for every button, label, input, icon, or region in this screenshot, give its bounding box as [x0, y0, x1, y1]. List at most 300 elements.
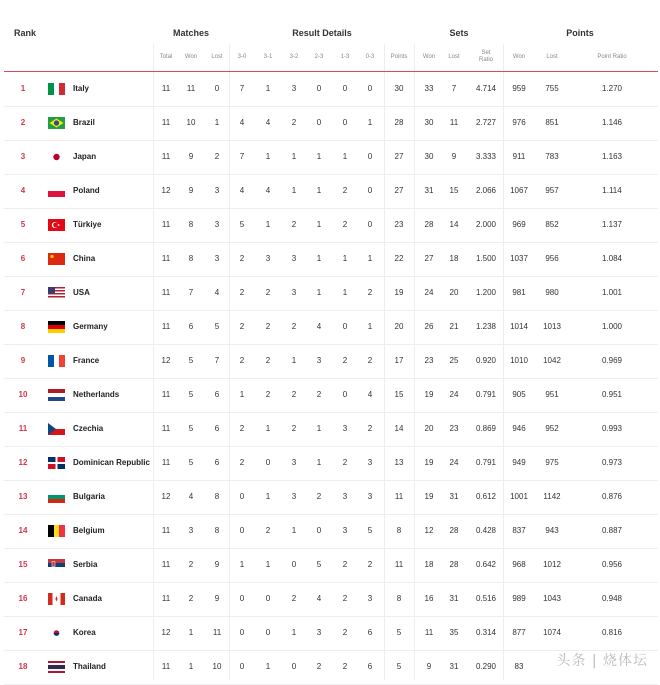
- cell-total: 11: [161, 560, 171, 569]
- cell-r32: 2: [291, 322, 297, 331]
- cell-sw: 30: [424, 118, 434, 127]
- cell-r13: 3: [342, 424, 348, 433]
- cell-r13: 2: [342, 356, 348, 365]
- cell-total: 11: [161, 220, 171, 229]
- cell-sw: 19: [424, 492, 434, 501]
- cell-won: 9: [188, 186, 194, 195]
- cell-r30: 7: [239, 84, 245, 93]
- points-header: Points: [566, 28, 594, 38]
- cell-pr: 0.969: [601, 356, 623, 365]
- cell-sr: 2.727: [475, 118, 497, 127]
- cell-sw: 33: [424, 84, 434, 93]
- cell-pw: 877: [512, 628, 526, 637]
- cell-sl: 23: [449, 424, 459, 433]
- cell-pl: 1012: [543, 560, 561, 569]
- cell-r32: 1: [291, 356, 297, 365]
- cell-r13: 3: [342, 526, 348, 535]
- cell-r13: 2: [342, 594, 348, 603]
- cell-pl: 957: [545, 186, 559, 195]
- team-name[interactable]: Canada: [73, 594, 102, 603]
- rank-cell: 5: [20, 220, 26, 229]
- country-flag-icon: [48, 321, 65, 333]
- cell-r23: 2: [316, 390, 322, 399]
- cell-r13: 0: [342, 390, 348, 399]
- cell-pr: 1.000: [601, 322, 623, 331]
- cell-total: 11: [161, 84, 171, 93]
- cell-r23: 1: [316, 152, 322, 161]
- cell-r13: 1: [342, 152, 348, 161]
- cell-r13: 2: [342, 560, 348, 569]
- rank-cell: 4: [20, 186, 26, 195]
- cell-pw: 1010: [510, 356, 528, 365]
- cell-sr: 0.314: [475, 628, 497, 637]
- cell-r32: 2: [291, 594, 297, 603]
- cell-r30: 2: [239, 356, 245, 365]
- cell-won: 10: [186, 118, 196, 127]
- cell-pl: 783: [545, 152, 559, 161]
- cell-r13: 2: [342, 628, 348, 637]
- cell-sl: 18: [449, 254, 459, 263]
- table-row[interactable]: [4, 106, 658, 141]
- cell-r30: 0: [239, 628, 245, 637]
- cell-pr: 1.146: [601, 118, 623, 127]
- cell-sr: 0.612: [475, 492, 497, 501]
- cell-lost: 8: [214, 526, 220, 535]
- cell-r31: 0: [265, 458, 271, 467]
- cell-sr: 2.066: [475, 186, 497, 195]
- cell-pr: 0.993: [601, 424, 623, 433]
- rank-cell: 14: [18, 526, 28, 535]
- cell-r23: 0: [316, 526, 322, 535]
- cell-pw: 83: [514, 662, 524, 671]
- rank-cell: 13: [18, 492, 28, 501]
- team-name[interactable]: Japan: [73, 152, 97, 161]
- cell-sr: 0.869: [475, 424, 497, 433]
- table-row[interactable]: [4, 412, 658, 447]
- table-row[interactable]: [4, 378, 658, 413]
- cell-sl: 20: [449, 288, 459, 297]
- cell-lost: 10: [212, 662, 222, 671]
- cell-r32: 0: [291, 560, 297, 569]
- team-name[interactable]: France: [73, 356, 100, 365]
- team-name[interactable]: Korea: [73, 628, 96, 637]
- cell-pr: 0.948: [601, 594, 623, 603]
- cell-pr: 0.876: [601, 492, 623, 501]
- cell-sl: 24: [449, 458, 459, 467]
- cell-pr: 0.951: [601, 390, 623, 399]
- cell-sl: 24: [449, 390, 459, 399]
- cell-r03: 1: [367, 254, 373, 263]
- cell-r31: 2: [265, 322, 271, 331]
- country-flag-icon: [48, 457, 65, 469]
- cell-sl: 28: [449, 526, 459, 535]
- cell-sl: 15: [449, 186, 459, 195]
- cell-won: 1: [188, 628, 194, 637]
- table-row[interactable]: [4, 208, 658, 243]
- cell-r31: 4: [265, 118, 271, 127]
- cell-sr: 0.791: [475, 458, 497, 467]
- cell-r03: 2: [367, 424, 373, 433]
- table-row[interactable]: [4, 310, 658, 345]
- cell-total: 11: [161, 254, 171, 263]
- cell-total: 12: [161, 186, 171, 195]
- cell-won: 4: [188, 492, 194, 501]
- cell-r13: 3: [342, 492, 348, 501]
- cell-won: 1: [188, 662, 194, 671]
- cell-total: 11: [161, 662, 171, 671]
- cell-r31: 2: [265, 526, 271, 535]
- cell-pw: 1001: [510, 492, 528, 501]
- cell-points: 8: [396, 594, 402, 603]
- cell-pr: 1.163: [601, 152, 623, 161]
- table-row[interactable]: [4, 276, 658, 311]
- country-flag-icon: [48, 83, 65, 95]
- cell-pw: 969: [512, 220, 526, 229]
- cell-r03: 0: [367, 186, 373, 195]
- cell-r03: 2: [367, 288, 373, 297]
- cell-total: 12: [161, 356, 171, 365]
- rank-cell: 15: [18, 560, 28, 569]
- cell-r30: 4: [239, 118, 245, 127]
- cell-sr: 1.238: [475, 322, 497, 331]
- cell-pl: 852: [545, 220, 559, 229]
- cell-pr: 1.137: [601, 220, 623, 229]
- cell-pw: 981: [512, 288, 526, 297]
- cell-r31: 3: [265, 254, 271, 263]
- rank-cell: 8: [20, 322, 26, 331]
- cell-total: 11: [161, 424, 171, 433]
- cell-won: 5: [188, 458, 194, 467]
- cell-r30: 4: [239, 186, 245, 195]
- cell-points: 13: [394, 458, 404, 467]
- cell-r31: 2: [265, 288, 271, 297]
- cell-total: 11: [161, 322, 171, 331]
- cell-sl: 11: [449, 118, 459, 127]
- team-name[interactable]: Bulgaria: [73, 492, 106, 501]
- cell-pr: 1.114: [602, 186, 622, 195]
- team-name[interactable]: Poland: [73, 186, 100, 195]
- cell-total: 11: [161, 390, 171, 399]
- cell-won: 11: [186, 84, 196, 93]
- cell-r13: 2: [342, 458, 348, 467]
- cell-r32: 3: [291, 492, 297, 501]
- table-row[interactable]: [4, 582, 658, 617]
- cell-pr: 1.001: [601, 288, 623, 297]
- cell-lost: 11: [212, 628, 222, 637]
- cell-lost: 8: [214, 492, 220, 501]
- cell-r03: 4: [367, 390, 373, 399]
- cell-won: 5: [188, 424, 194, 433]
- team-name[interactable]: Czechia: [73, 424, 104, 433]
- cell-sw: 11: [424, 628, 434, 637]
- cell-pl: 1013: [543, 322, 561, 331]
- table-row[interactable]: [4, 548, 658, 583]
- team-name[interactable]: Dominican Republic: [73, 458, 150, 467]
- cell-lost: 9: [214, 560, 220, 569]
- subheader-set-ratio-line1: Set: [481, 50, 491, 56]
- cell-sw: 19: [424, 458, 434, 467]
- table-row[interactable]: [4, 514, 658, 549]
- cell-sw: 12: [424, 526, 434, 535]
- cell-points: 27: [394, 152, 404, 161]
- cell-r13: 2: [342, 662, 348, 671]
- table-row[interactable]: [4, 480, 658, 515]
- cell-pw: 989: [512, 594, 526, 603]
- cell-sw: 20: [424, 424, 434, 433]
- cell-r30: 0: [239, 492, 245, 501]
- cell-sr: 4.714: [475, 84, 497, 93]
- cell-won: 8: [188, 220, 194, 229]
- cell-lost: 2: [214, 152, 220, 161]
- cell-r03: 5: [367, 526, 373, 535]
- cell-r32: 1: [291, 186, 297, 195]
- team-name[interactable]: Germany: [73, 322, 108, 331]
- table-row[interactable]: [4, 344, 658, 379]
- cell-lost: 5: [214, 322, 220, 331]
- cell-sl: 7: [451, 84, 457, 93]
- cell-total: 12: [161, 492, 171, 501]
- cell-r32: 2: [291, 118, 297, 127]
- cell-points: 5: [396, 628, 402, 637]
- cell-pr: 0.816: [601, 628, 623, 637]
- cell-r23: 4: [316, 322, 322, 331]
- cell-r30: 0: [239, 662, 245, 671]
- cell-points: 23: [394, 220, 404, 229]
- cell-pl: 943: [545, 526, 559, 535]
- table-group-header: [0, 0, 660, 44]
- cell-r31: 1: [265, 84, 271, 93]
- matches-header: Matches: [172, 28, 210, 38]
- cell-r23: 3: [316, 628, 322, 637]
- cell-r23: 1: [316, 458, 322, 467]
- cell-r13: 2: [342, 186, 348, 195]
- cell-r31: 4: [265, 186, 271, 195]
- cell-pl: 951: [545, 390, 559, 399]
- cell-points: 15: [394, 390, 404, 399]
- team-name[interactable]: Türkiye: [73, 220, 102, 229]
- cell-r31: 1: [265, 152, 271, 161]
- cell-pw: 1067: [510, 186, 528, 195]
- cell-r31: 2: [265, 390, 271, 399]
- cell-total: 11: [161, 118, 171, 127]
- subheader-0-3: 0-3: [365, 54, 375, 60]
- cell-r03: 1: [367, 118, 373, 127]
- table-row[interactable]: [4, 616, 658, 651]
- cell-r03: 3: [367, 492, 373, 501]
- cell-sr: 0.290: [475, 662, 497, 671]
- table-row[interactable]: [4, 72, 658, 107]
- cell-r23: 1: [316, 186, 322, 195]
- cell-pl: 980: [545, 288, 559, 297]
- cell-won: 9: [188, 152, 194, 161]
- cell-lost: 1: [214, 118, 220, 127]
- cell-r03: 0: [367, 84, 373, 93]
- cell-points: 20: [394, 322, 404, 331]
- cell-total: 11: [161, 526, 171, 535]
- cell-sw: 9: [426, 662, 432, 671]
- cell-sw: 26: [424, 322, 434, 331]
- country-flag-icon: [48, 287, 65, 299]
- cell-sw: 24: [424, 288, 434, 297]
- cell-won: 3: [188, 526, 194, 535]
- cell-total: 11: [161, 594, 171, 603]
- cell-r32: 2: [291, 424, 297, 433]
- cell-won: 8: [188, 254, 194, 263]
- cell-sr: 1.200: [475, 288, 497, 297]
- cell-lost: 0: [214, 84, 220, 93]
- country-flag-icon: [48, 661, 65, 673]
- cell-r30: 2: [239, 322, 245, 331]
- cell-r31: 2: [265, 356, 271, 365]
- result-details-header: Result Details: [292, 28, 352, 38]
- country-flag-icon: [48, 151, 65, 163]
- subheader-2-3: 2-3: [314, 54, 324, 60]
- rank-cell: 3: [20, 152, 26, 161]
- cell-pw: 968: [512, 560, 526, 569]
- cell-sr: 0.920: [475, 356, 497, 365]
- cell-pl: 956: [545, 254, 559, 263]
- cell-lost: 4: [214, 288, 220, 297]
- cell-pl: 851: [545, 118, 559, 127]
- cell-r31: 1: [265, 662, 271, 671]
- cell-pl: 952: [545, 424, 559, 433]
- country-flag-icon: [48, 389, 65, 401]
- cell-lost: 3: [214, 186, 220, 195]
- country-flag-icon: [48, 627, 65, 639]
- cell-sr: 1.500: [475, 254, 497, 263]
- subheader-1-3: 1-3: [340, 54, 350, 60]
- cell-pl: 1074: [543, 628, 561, 637]
- cell-points: 28: [394, 118, 404, 127]
- country-flag-icon: [48, 253, 65, 265]
- cell-r30: 0: [239, 594, 245, 603]
- cell-r23: 1: [316, 288, 322, 297]
- cell-r13: 1: [342, 288, 348, 297]
- cell-pr: 0.887: [601, 526, 623, 535]
- cell-pr: 0.973: [601, 458, 623, 467]
- table-row[interactable]: [4, 446, 658, 481]
- table-row[interactable]: [4, 174, 658, 209]
- cell-sl: 25: [449, 356, 459, 365]
- country-flag-icon: [48, 593, 65, 605]
- watermark: 头条 | 烧体坛: [556, 653, 648, 669]
- cell-sl: 31: [449, 492, 459, 501]
- cell-pw: 911: [512, 152, 526, 161]
- cell-pl: 1042: [543, 356, 561, 365]
- cell-points: 14: [394, 424, 404, 433]
- rank-cell: 9: [20, 356, 26, 365]
- cell-sw: 30: [424, 152, 434, 161]
- country-flag-icon: [48, 559, 65, 571]
- cell-r31: 1: [265, 220, 271, 229]
- subheader-sets-lost: Lost: [448, 54, 460, 60]
- country-flag-icon: [48, 219, 65, 231]
- cell-sw: 19: [424, 390, 434, 399]
- table-row[interactable]: [4, 242, 658, 277]
- cell-pl: 1043: [543, 594, 561, 603]
- country-flag-icon: [48, 185, 65, 197]
- rank-cell: 16: [18, 594, 28, 603]
- cell-pw: 1014: [510, 322, 528, 331]
- table-sub-header: [0, 44, 660, 72]
- cell-pr: 0.956: [601, 560, 623, 569]
- cell-r32: 2: [291, 220, 297, 229]
- cell-r23: 2: [316, 492, 322, 501]
- cell-r13: 0: [342, 322, 348, 331]
- rank-cell: 7: [20, 288, 26, 297]
- cell-sl: 21: [449, 322, 459, 331]
- rank-cell: 1: [20, 84, 26, 93]
- cell-r03: 0: [367, 220, 373, 229]
- subheader-points-won: Won: [512, 54, 526, 60]
- cell-r23: 0: [316, 118, 322, 127]
- cell-r30: 2: [239, 424, 245, 433]
- cell-r32: 3: [291, 458, 297, 467]
- cell-r13: 2: [342, 220, 348, 229]
- cell-r32: 1: [291, 526, 297, 535]
- subheader-won: Won: [184, 54, 198, 60]
- cell-r32: 3: [291, 84, 297, 93]
- team-name[interactable]: Serbia: [73, 560, 98, 569]
- team-name[interactable]: China: [73, 254, 96, 263]
- cell-r30: 7: [239, 152, 245, 161]
- country-flag-icon: [48, 525, 65, 537]
- cell-sr: 0.642: [475, 560, 497, 569]
- cell-r32: 2: [291, 390, 297, 399]
- cell-r03: 2: [367, 560, 373, 569]
- cell-r03: 6: [367, 662, 373, 671]
- cell-lost: 6: [214, 390, 220, 399]
- cell-lost: 6: [214, 424, 220, 433]
- cell-pw: 976: [512, 118, 526, 127]
- cell-r32: 3: [291, 254, 297, 263]
- table-row[interactable]: [4, 140, 658, 175]
- cell-r32: 3: [291, 288, 297, 297]
- team-name[interactable]: Italy: [73, 84, 90, 93]
- cell-sw: 28: [424, 220, 434, 229]
- cell-r31: 1: [265, 492, 271, 501]
- cell-pw: 837: [512, 526, 526, 535]
- cell-r32: 0: [291, 662, 297, 671]
- rank-cell: 2: [20, 118, 26, 127]
- subheader-sets-won: Won: [422, 54, 436, 60]
- cell-pw: 1037: [510, 254, 528, 263]
- cell-r03: 2: [367, 356, 373, 365]
- team-name[interactable]: USA: [73, 288, 90, 297]
- subheader-total: Total: [159, 54, 173, 60]
- cell-won: 5: [188, 390, 194, 399]
- cell-r23: 1: [316, 254, 322, 263]
- cell-r30: 5: [239, 220, 245, 229]
- rank-cell: 11: [18, 424, 28, 433]
- cell-sl: 31: [449, 594, 459, 603]
- cell-r23: 3: [316, 356, 322, 365]
- team-name[interactable]: Netherlands: [73, 390, 120, 399]
- cell-r03: 3: [367, 458, 373, 467]
- team-name[interactable]: Thailand: [73, 662, 106, 671]
- cell-sl: 35: [449, 628, 459, 637]
- cell-r23: 1: [316, 424, 322, 433]
- cell-sl: 28: [449, 560, 459, 569]
- team-name[interactable]: Belgium: [73, 526, 105, 535]
- cell-points: 5: [396, 662, 402, 671]
- subheader-point-ratio: Point Ratio: [597, 54, 627, 60]
- team-name[interactable]: Brazil: [73, 118, 95, 127]
- cell-pw: 946: [512, 424, 526, 433]
- cell-r30: 1: [239, 390, 245, 399]
- cell-r23: 5: [316, 560, 322, 569]
- cell-sl: 9: [451, 152, 457, 161]
